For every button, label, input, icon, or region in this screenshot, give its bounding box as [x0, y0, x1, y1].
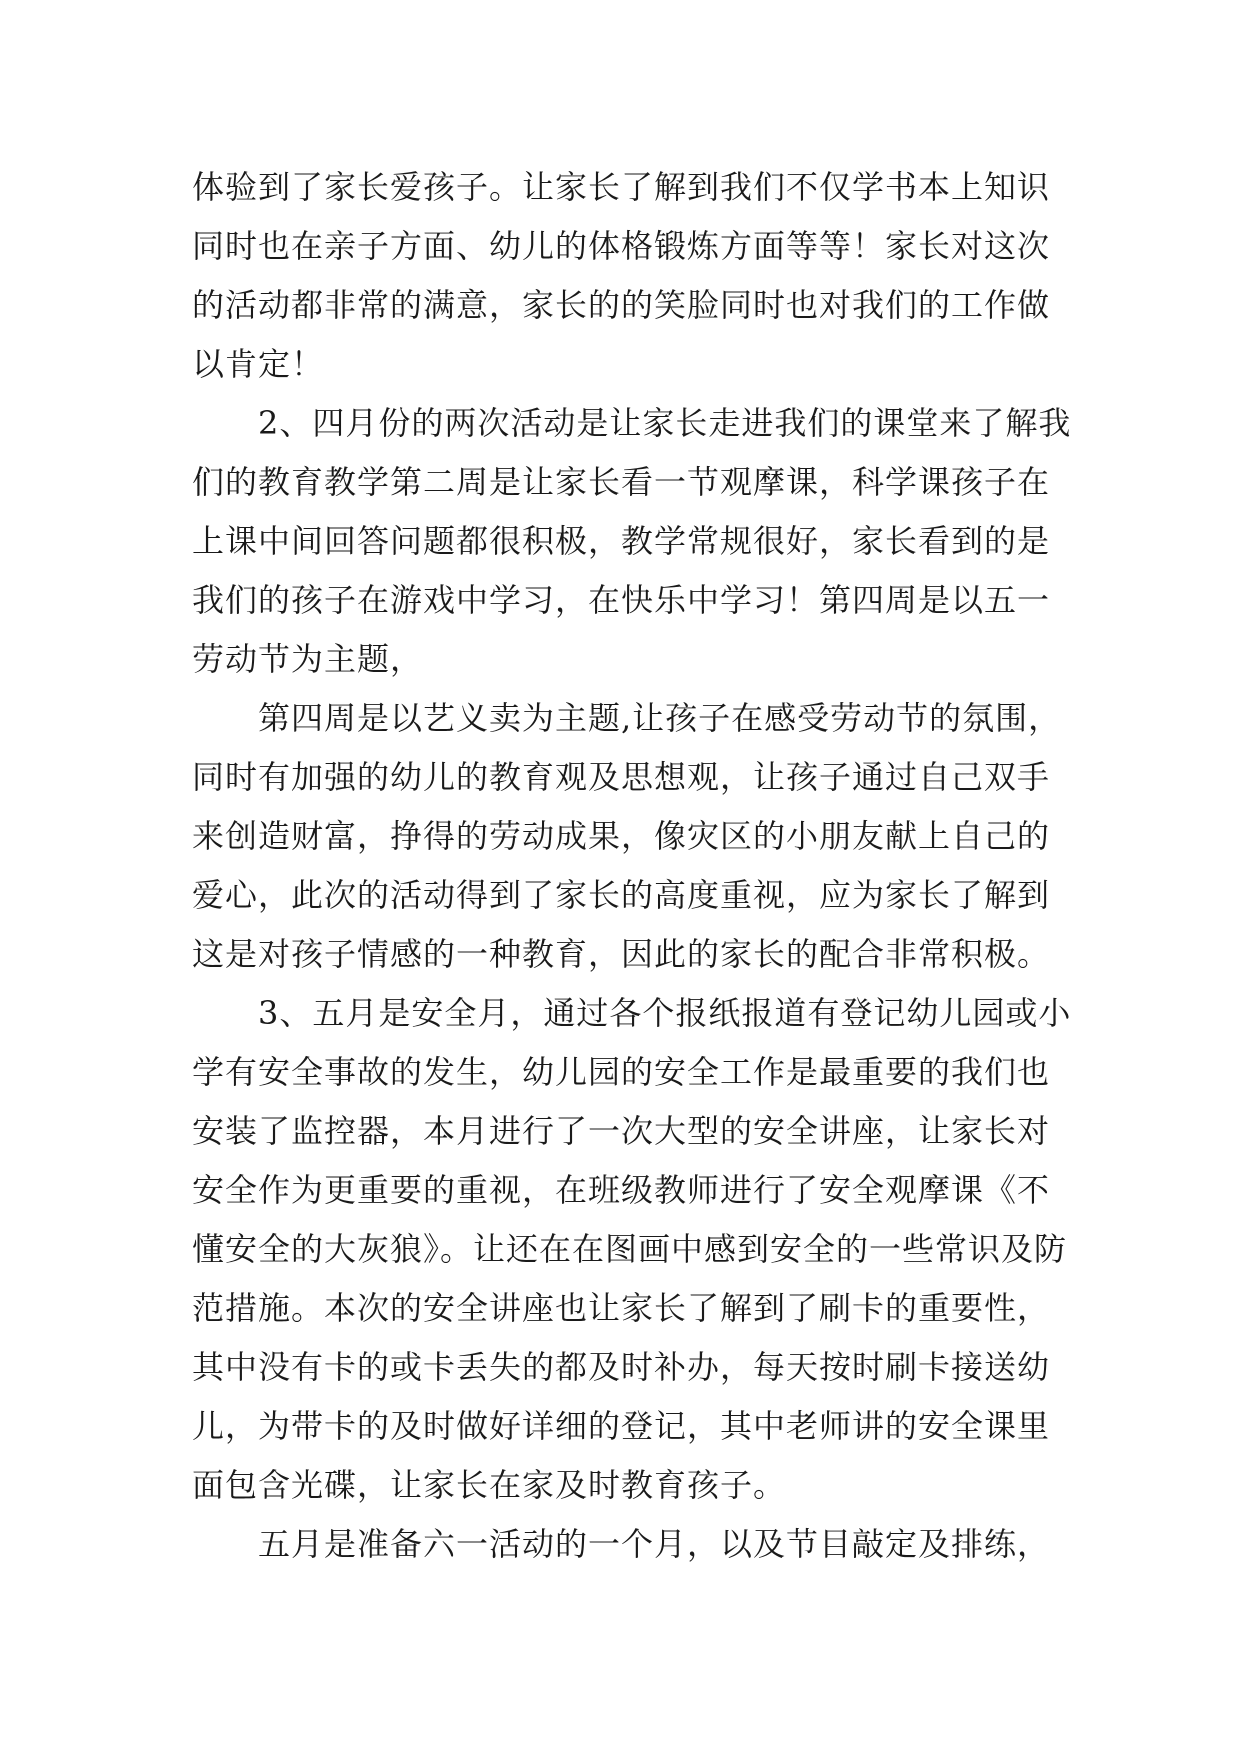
paragraph-2: 2、四月份的两次活动是让家长走进我们的课堂来了解我们的教育教学第二周是让家长看一节观摩课，科学课孩子在上课中间回答问题都很积极，教学常规很好，家长看到的是我们的孩子在游戏中学习，在快乐中学习！第四周是以五一劳动节为主题，	[192, 404, 1072, 678]
paragraph-3: 第四周是以艺义卖为主题,让孩子在感受劳动节的氛围，同时有加强的幼儿的教育观及思想观，让孩子通过自己双手来创造财富，挣得的劳动成果，像灾区的小朋友献上自己的爱心，此次的活动得到了家长的高度重视，应为家长了解到这是对孩子情感的一种教育，因此的家长的配合非常积极。	[192, 699, 1062, 973]
document-body	[192, 158, 1072, 1574]
paragraph-4: 3、五月是安全月，通过各个报纸报道有登记幼儿园或小学有安全事故的发生，幼儿园的安全工作是最重要的我们也安装了监控器，本月进行了一次大型的安全讲座，让家长对安全作为更重要的重视，在班级教师进行了安全观摩课《不懂安全的大灰狼》。让还在在图画中感到安全的一些常识及防范措施。本次的安全讲座也让家长了解到了刷卡的重要性，其中没有卡的或卡丢失的都及时补办，每天按时刷卡接送幼儿，为带卡的及时做好详细的登记，其中老师讲的安全课里面包含光碟，让家长在家及时教育孩子。	[192, 994, 1072, 1504]
paragraph-1: 体验到了家长爱孩子。让家长了解到我们不仅学书本上知识同时也在亲子方面、幼儿的体格锻炼方面等等！家长对这次的活动都非常的满意，家长的的笑脸同时也对我们的工作做以肯定！	[192, 168, 1051, 383]
paragraph-5: 五月是准备六一活动的一个月，以及节目敲定及排练，	[258, 1525, 1051, 1563]
